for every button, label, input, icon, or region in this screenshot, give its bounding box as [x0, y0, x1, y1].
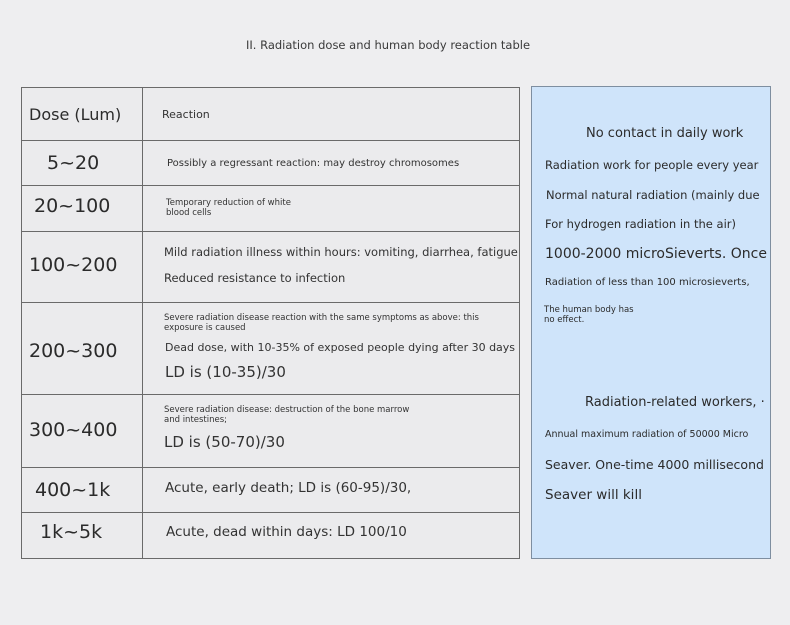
dose-cell — [22, 186, 143, 231]
dose-header: Dose (Lum) — [29, 105, 122, 124]
dose-cell — [22, 468, 143, 512]
table-row — [22, 303, 519, 395]
dose-value: 5~20 — [47, 152, 100, 174]
reaction-text: Mild radiation illness within hours: vomiting, diarrhea, fatigue — [164, 245, 518, 259]
reaction-text: Temporary reduction of white blood cells — [166, 198, 291, 218]
dose-cell — [22, 513, 143, 558]
panel-line: Radiation-related workers, · — [585, 395, 765, 410]
reaction-header: Reaction — [162, 108, 210, 121]
radiation-info-panel — [531, 86, 771, 559]
panel-line: The human body has no effect. — [544, 305, 634, 325]
dose-value: 20~100 — [34, 195, 111, 217]
table-row — [22, 232, 519, 303]
reaction-cell — [144, 141, 519, 185]
panel-line: Annual maximum radiation of 50000 Micro — [545, 429, 749, 440]
dose-cell — [22, 141, 143, 185]
dose-value: 100~200 — [29, 254, 118, 276]
reaction-text: LD is (50-70)/30 — [164, 433, 285, 451]
reaction-cell — [144, 186, 519, 231]
dose-value: 400~1k — [35, 479, 111, 501]
reaction-text: Dead dose, with 10-35% of exposed people dying after 30 days — [165, 341, 516, 354]
dose-header-cell — [22, 88, 143, 140]
reaction-cell — [144, 468, 519, 512]
reaction-text: Acute, early death; LD is (60-95)/30, — [165, 480, 412, 496]
reaction-text: LD is (10-35)/30 — [165, 363, 286, 381]
reaction-text: Severe radiation disease: destruction of the bone marrow and intestines; — [164, 405, 410, 425]
reaction-cell — [144, 232, 519, 302]
table-row — [22, 513, 519, 558]
reaction-text: Possibly a regressant reaction: may destroy chromosomes — [167, 158, 460, 169]
panel-line: Seaver. One-time 4000 millisecond — [545, 457, 764, 472]
panel-line: Seaver will kill — [545, 487, 642, 503]
reaction-header-cell — [144, 88, 519, 140]
panel-line: For hydrogen radiation in the air) — [545, 217, 736, 231]
table-row — [22, 186, 519, 232]
table-row — [22, 141, 519, 186]
page-title: II. Radiation dose and human body reaction table — [246, 38, 531, 52]
panel-line: Radiation work for people every year — [545, 158, 759, 172]
reaction-cell — [144, 395, 519, 467]
reaction-cell — [144, 303, 519, 394]
table-header-row — [22, 88, 519, 141]
dose-cell — [22, 395, 143, 467]
dose-cell — [22, 232, 143, 302]
panel-line: 1000-2000 microSieverts. Once — [545, 246, 767, 262]
reaction-cell — [144, 513, 519, 558]
reaction-text: Acute, dead within days: LD 100/10 — [166, 524, 407, 540]
panel-line: No contact in daily work — [586, 126, 744, 141]
table-row — [22, 395, 519, 468]
reaction-text: Severe radiation disease reaction with the same symptoms as above: this exposure is caused — [164, 313, 479, 333]
reaction-text: Reduced resistance to infection — [164, 271, 346, 285]
panel-line: Radiation of less than 100 microsieverts, — [545, 277, 750, 288]
dose-value: 1k~5k — [40, 521, 103, 543]
dose-value: 200~300 — [29, 340, 118, 362]
panel-line: Normal natural radiation (mainly due — [546, 188, 760, 202]
dose-value: 300~400 — [29, 419, 118, 441]
dose-reaction-table — [21, 87, 520, 559]
dose-cell — [22, 303, 143, 394]
table-row — [22, 468, 519, 513]
